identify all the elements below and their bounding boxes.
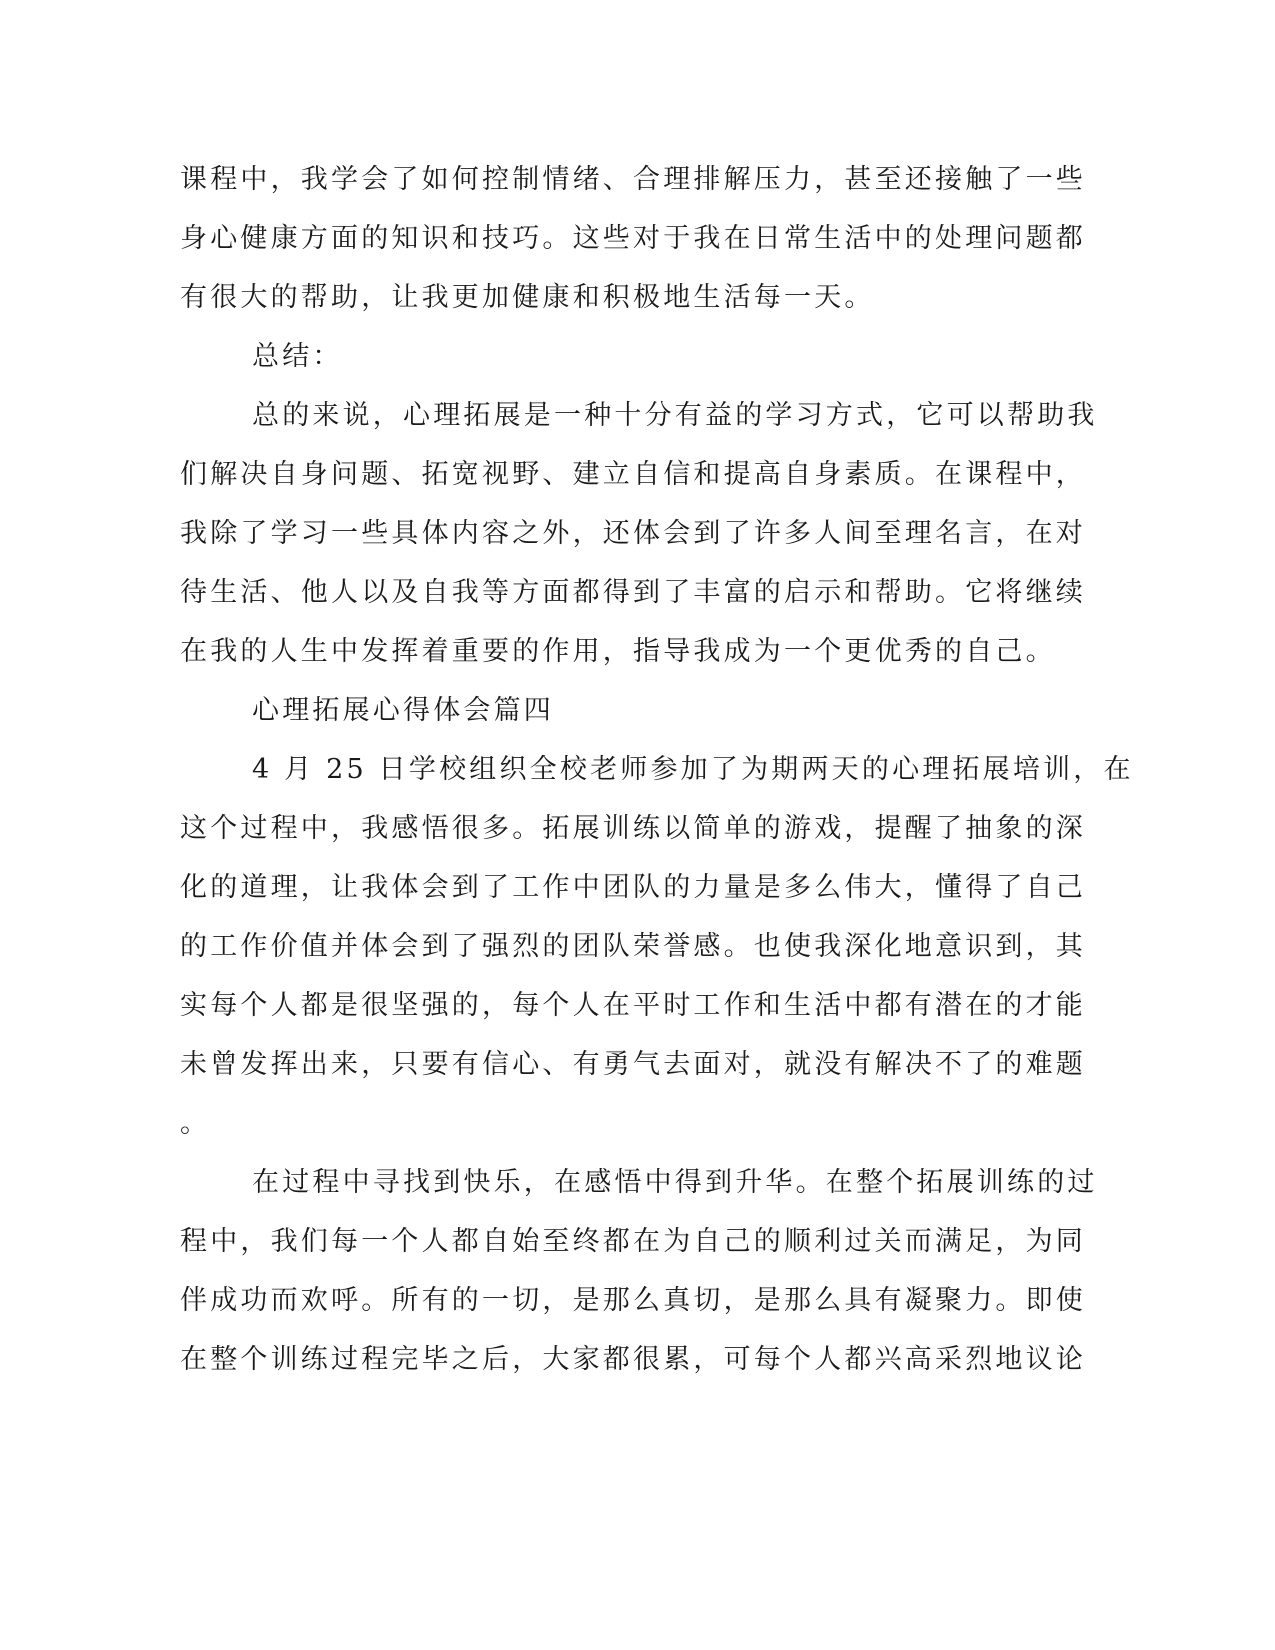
text-line: 总的来说，心理拓展是一种十分有益的学习方式，它可以帮助我 [252,400,1098,431]
text-line: 身心健康方面的知识和技巧。这些对于我在日常生活中的处理问题都 [180,223,1086,254]
section-heading: 心理拓展心得体会篇四 [252,695,554,726]
text-line: 。 [180,1108,211,1139]
text-line: 在我的人生中发挥着重要的作用，指导我成为一个更优秀的自己。 [180,636,1056,667]
text-line: 在过程中寻找到快乐，在感悟中得到升华。在整个拓展训练的过 [252,1167,1098,1198]
section-heading: 总结： [252,341,343,372]
text-line: 伴成功而欢呼。所有的一切，是那么真切，是那么具有凝聚力。即使 [180,1285,1086,1316]
text-line: 们解决自身问题、拓宽视野、建立自信和提高自身素质。在课程中， [180,459,1086,490]
text-line: 这个过程中，我感悟很多。拓展训练以简单的游戏，提醒了抽象的深 [180,813,1086,844]
text-line: 化的道理，让我体会到了工作中团队的力量是多么伟大，懂得了自己 [180,872,1086,903]
text-line: 4 月 25 日学校组织全校老师参加了为期两天的心理拓展培训，在 [252,754,1134,785]
text-line: 程中，我们每一个人都自始至终都在为自己的顺利过关而满足，为同 [180,1226,1086,1257]
text-line: 课程中，我学会了如何控制情绪、合理排解压力，甚至还接触了一些 [180,164,1086,195]
text-line: 在整个训练过程完毕之后，大家都很累，可每个人都兴高采烈地议论 [180,1344,1086,1375]
text-line: 未曾发挥出来，只要有信心、有勇气去面对，就没有解决不了的难题 [180,1049,1086,1080]
text-line: 实每个人都是很坚强的，每个人在平时工作和生活中都有潜在的才能 [180,990,1086,1021]
text-line: 待生活、他人以及自我等方面都得到了丰富的启示和帮助。它将继续 [180,577,1086,608]
text-line: 有很大的帮助，让我更加健康和积极地生活每一天。 [180,282,875,313]
text-line: 我除了学习一些具体内容之外，还体会到了许多人间至理名言，在对 [180,518,1086,549]
text-line: 的工作价值并体会到了强烈的团队荣誉感。也使我深化地意识到，其 [180,931,1086,962]
